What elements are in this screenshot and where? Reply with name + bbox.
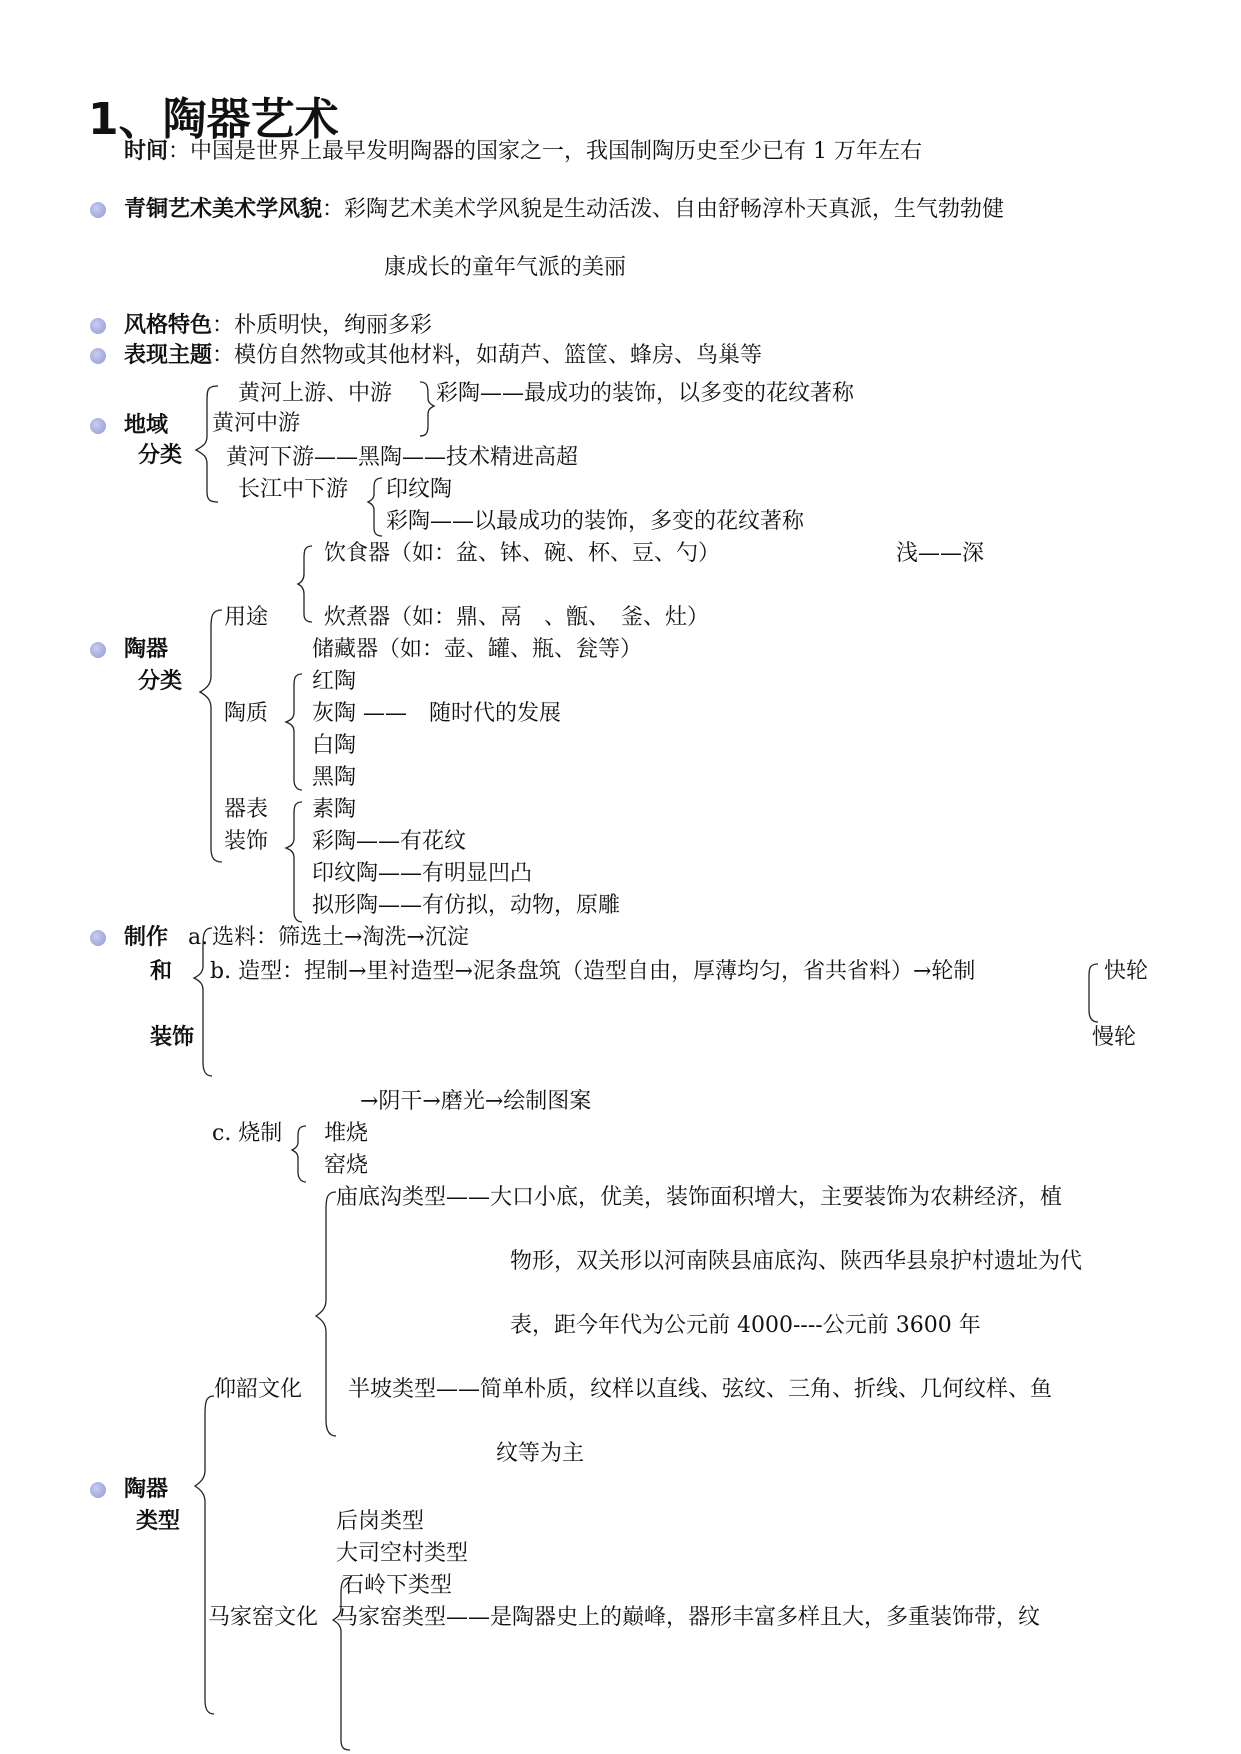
region-lower: 黄河下游——黑陶——技术精进高超: [226, 445, 579, 470]
making-kiln: 窑烧: [324, 1153, 369, 1178]
style-label: 风格特色: [124, 313, 213, 338]
brace-majiayao: [333, 1578, 350, 1750]
miaodigou-3: 表，距今年代为公元前 4000----公元前 3600 年: [510, 1313, 981, 1338]
use-store: 储藏器（如：壶、罐、瓶、瓮等）: [312, 637, 643, 662]
hougang: 后岗类型: [336, 1509, 425, 1534]
making-label-3: 装饰: [150, 1025, 195, 1050]
making-fast: 快轮: [1104, 959, 1149, 984]
style-text: ：朴质明快，绚丽多彩: [212, 313, 433, 338]
brace-yangtze: [368, 478, 382, 536]
brace-class: [200, 610, 222, 862]
making-slow: 慢轮: [1092, 1025, 1137, 1050]
brace-yangshao: [316, 1192, 336, 1436]
yangshao-label: 仰韶文化: [214, 1377, 303, 1402]
banpo-1: 半坡类型——简单朴质，纹样以直线、弦纹、三角、折线、几何纹样、鱼: [348, 1377, 1053, 1402]
bronze-continuation: 康成长的童年气派的美丽: [384, 255, 627, 280]
use-label: 用途: [224, 605, 269, 630]
brace-region: [196, 386, 218, 502]
brace-making: [194, 928, 212, 1076]
theme-label: 表现主题: [124, 343, 213, 368]
region-yangtze: 长江中下游: [238, 477, 349, 502]
region-label-2: 分类: [138, 443, 183, 468]
deco-shaped: 拟形陶——有仿拟，动物，原雕: [312, 893, 621, 918]
deco-label-2: 装饰: [224, 829, 269, 854]
use-cook: 炊煮器（如：鼎、鬲 、甑、 釜、灶）: [324, 605, 710, 630]
dasikong: 大司空村类型: [336, 1541, 469, 1566]
theme-text: ：模仿自然物或其他材料，如葫芦、篮筐、蜂房、鸟巢等: [212, 343, 763, 368]
brace-region-right: [420, 382, 434, 436]
class-label-2: 分类: [138, 669, 183, 694]
making-a: 选料：筛选土→淘洗→沉淀: [212, 925, 469, 950]
region-painted: 彩陶——最成功的装饰，以多变的花纹著称: [436, 381, 855, 406]
material-black: 黑陶: [312, 765, 357, 790]
region-upper: 黄河上游、中游: [238, 381, 393, 406]
brace-use: [298, 546, 312, 622]
banpo-2: 纹等为主: [496, 1441, 585, 1466]
material-white: 白陶: [312, 733, 357, 758]
making-pile: 堆烧: [324, 1121, 369, 1146]
page-title: 1、陶器艺术: [88, 94, 339, 145]
use-food: 饮食器（如：盆、钵、碗、杯、豆、勺）: [324, 541, 721, 566]
making-b: b. 造型：捏制→里衬造型→泥条盘筑（造型自由，厚薄均匀，省共省料）→轮制: [210, 959, 976, 984]
time-text: ：中国是世界上最早发明陶器的国家之一，我国制陶历史至少已有 1 万年左右: [168, 139, 923, 164]
region-label-1: 地域: [124, 413, 169, 438]
making-label-1: 制作: [124, 925, 169, 950]
majiayao-type: 马家窑类型——是陶器史上的巅峰，器形丰富多样且大，多重装饰带，纹: [336, 1605, 1041, 1630]
making-label-2: 和: [150, 959, 173, 984]
material-red: 红陶: [312, 669, 357, 694]
material-label: 陶质: [224, 701, 269, 726]
types-label-1: 陶器: [124, 1477, 169, 1502]
deco-plain: 素陶: [312, 797, 357, 822]
brace-wheel: [1089, 964, 1098, 1022]
deco-label-1: 器表: [224, 797, 269, 822]
types-label-2: 类型: [136, 1509, 181, 1534]
region-painted-2: 彩陶——以最成功的装饰，多变的花纹著称: [386, 509, 805, 534]
deco-stamped: 印纹陶——有明显凹凸: [312, 861, 533, 886]
material-grey: 灰陶 —— 随时代的发展: [312, 701, 561, 726]
use-depth: 浅——深: [896, 541, 985, 566]
majiayao-label: 马家窑文化: [208, 1605, 319, 1630]
miaodigou-2: 物形，双关形以河南陕县庙底沟、陕西华县泉护村遗址为代: [510, 1249, 1083, 1274]
region-middle: 黄河中游: [212, 411, 301, 436]
making-c: c. 烧制: [212, 1121, 283, 1146]
class-label-1: 陶器: [124, 637, 169, 662]
miaodigou-1: 庙底沟类型——大口小底，优美，装饰面积增大，主要装饰为农耕经济，植: [336, 1185, 1063, 1210]
brace-deco: [286, 802, 302, 922]
time-label: 时间: [124, 139, 169, 164]
bronze-text: ：彩陶艺术美术学风貌是生动活泼、自由舒畅淳朴天真派，生气勃勃健: [322, 197, 1005, 222]
shilingxia: 石岭下类型: [342, 1573, 453, 1598]
brace-types: [195, 1396, 214, 1714]
making-b-cont: →阴干→磨光→绘制图案: [360, 1089, 592, 1114]
bronze-label: 青铜艺术美术学风貌: [124, 197, 323, 222]
making-a-mark: a.: [188, 925, 209, 950]
region-stamped: 印纹陶: [386, 477, 453, 502]
brace-firing: [292, 1126, 306, 1182]
brace-material: [286, 674, 302, 790]
deco-painted: 彩陶——有花纹: [312, 829, 467, 854]
